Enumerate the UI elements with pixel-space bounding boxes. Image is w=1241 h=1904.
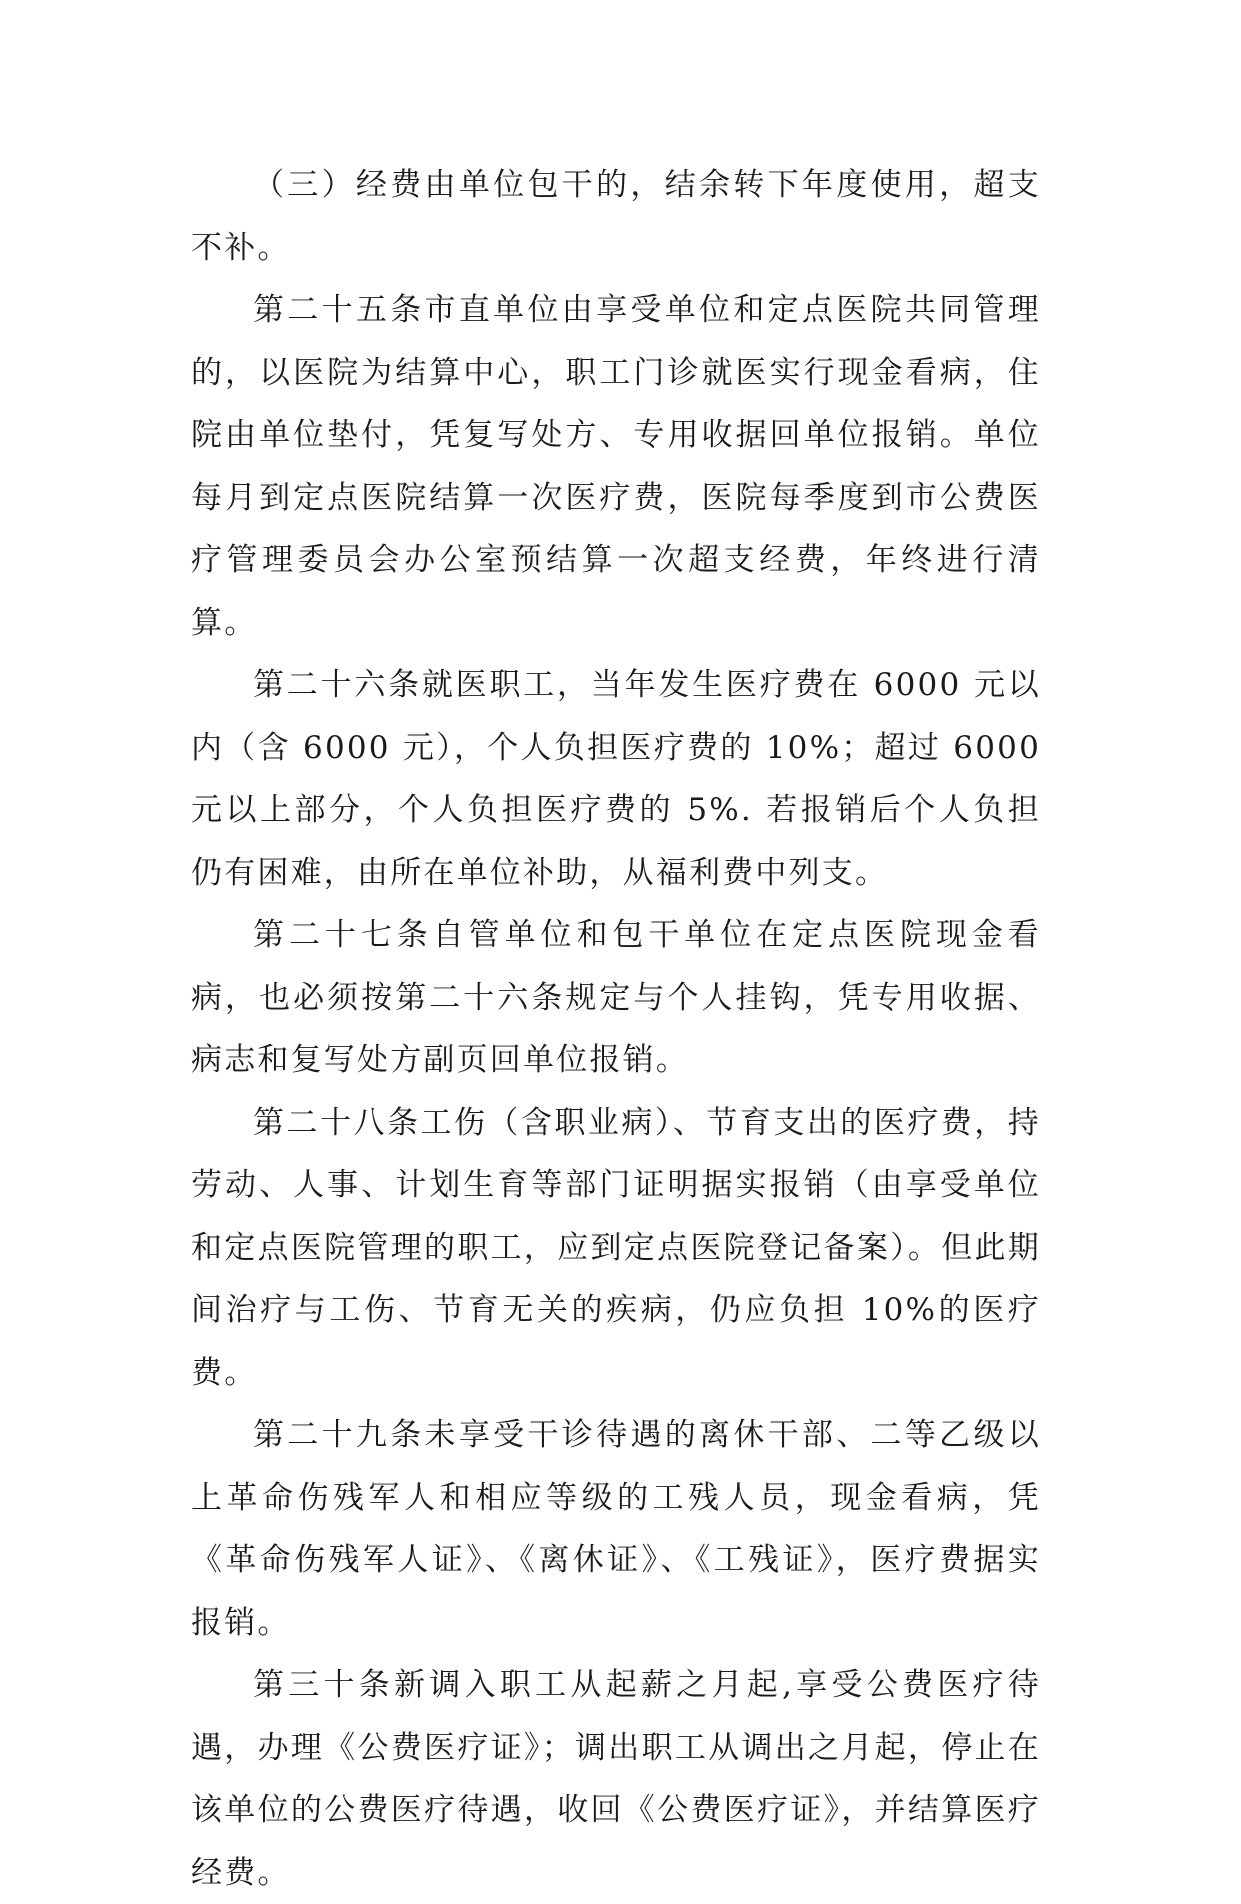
paragraph-article-25: 第二十五条市直单位由享受单位和定点医院共同管理的，以医院为结算中心，职工门诊就医实行现金看病，住院由单位垫付，凭复写处方、专用收据回单位报销。单位每月到定点医院结算一次医疗费，医院每季度到市公费医疗管理委员会办公室预结算一次超支经费，年终进行清算。 xyxy=(191,292,1041,641)
paragraph-item-3: （三）经费由单位包干的，结余转下年度使用，超支不补。 xyxy=(191,167,1041,266)
paragraph-article-30: 第三十条新调入职工从起薪之月起,享受公费医疗待遇，办理《公费医疗证》；调出职工从调出之月起，停止在该单位的公费医疗待遇，收回《公费医疗证》，并结算医疗经费。 xyxy=(191,1667,1041,1891)
paragraph-article-27: 第二十七条自管单位和包干单位在定点医院现金看病，也必须按第二十六条规定与个人挂钩，凭专用收据、病志和复写处方副页回单位报销。 xyxy=(191,917,1041,1078)
paragraph-article-28: 第二十八条工伤（含职业病）、节育支出的医疗费，持劳动、人事、计划生育等部门证明据实报销（由享受单位和定点医院管理的职工，应到定点医院登记备案）。但此期间治疗与工伤、节育无关的疾病，仍应负担 10%的医疗费。 xyxy=(191,1104,1041,1391)
paragraph-article-26: 第二十六条就医职工，当年发生医疗费在 6000 元以内（含 6000 元），个人负担医疗费的 10%；超过 6000 元以上部分，个人负担医疗费的 5%. 若报销后个人负担仍有困难，由所在单位补助，从福利费中列支。 xyxy=(191,667,1041,891)
paragraph-article-29: 第二十九条未享受干诊待遇的离休干部、二等乙级以上革命伤残军人和相应等级的工残人员，现金看病，凭《革命伤残军人证》、《离休证》、《工残证》，医疗费据实报销。 xyxy=(191,1417,1041,1641)
document-body xyxy=(191,154,1041,1904)
